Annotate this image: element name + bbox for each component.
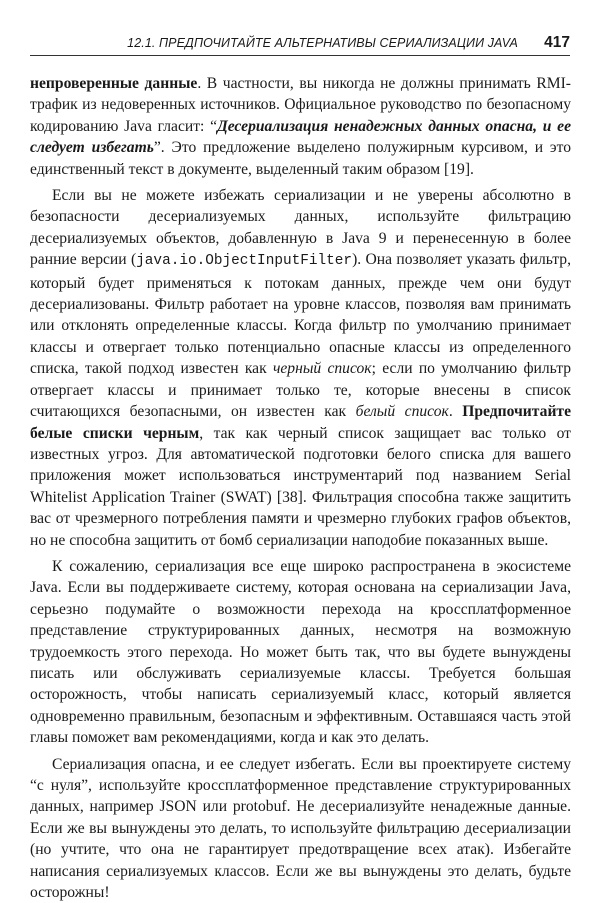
page-number: 417 — [544, 34, 570, 51]
paragraph-3: К сожалению, сериализация все еще широко распространена в экосистеме Java. Если вы поддерживаете систему, которая основана на сериализации Java, серьезно подумайте о возможности перехода на кроссплатформенное представление структурированных данных, несмотря на возможную трудоемкость этого перехода. Но может быть так, что вы будете вынуждены писать или обслуживать сериализуемые классы. Требуется большая осторожность, чтобы написать сериализуемый класс, который является одновременно правильным, безопасным и эффективным. Оставшаяся часть этой главы поможет вам рекомендациями, когда и как это делать. — [30, 557, 571, 747]
text-run: , так как черный список защищает вас только от известных угроз. Для автоматической подготовки белого списка для вашего приложения может использоваться инструментарий под названием Serial Whitelist Application Trainer (SWAT) [38]. Фильтрация способна также защитить вас от чрезмерного потребления памяти и чрезмерно глубоких графов объектов, но не способна защитить от бомб сериализации наподобие показанных выше. — [30, 424, 571, 549]
body-text — [30, 73, 571, 903]
text-run: . — [448, 403, 463, 421]
text-run: ; если по умолчанию фильтр отвергает классы и принимает только те, которые внесены в список считающихся безопасными, он известен как — [30, 360, 572, 421]
code-class-name: java.io.ObjectInputFilter — [136, 253, 353, 270]
paragraph-4-summary: Сериализация опасна, и ее следует избегать. Если вы проектируете систему “с нуля”, используйте кроссплатформенное представление структурированных данных, например JSON или protobuf. Не десериализуйте ненадежные данные. Если же вы вынуждены это делать, то используйте фильтрацию десериализации (но учтите, что она не гарантирует предотвращение всех атак). Избегайте написания сериализуемых классов. Если же вы вынуждены это делать, будьте осторожны! — [30, 755, 571, 902]
header-rule — [30, 55, 570, 56]
text-run: ). Она позволяет указать фильтр, который будет применяться к потокам данных, прежде чем они будут десериализованы. Фильтр работает на уровне классов, позволяя вам принимать или отклонять определенные классы. Когда фильтр по умолчанию принимает классы и отвергает только потенциально опасные классы из определенного списка, такой подход известен как — [30, 251, 571, 378]
italic-term-blacklist: черный список — [272, 360, 372, 378]
paragraph-1 — [30, 73, 571, 180]
page-header — [0, 34, 600, 56]
text-run: Если вы не можете избежать сериализации и не уверены абсолютно в безопасности десериализуемых данных, используйте фильтрацию десериализуемых объектов, добавленную в Java 9 и перенесенную в более ранние версии ( — [30, 187, 571, 269]
text-run: ”. Это предложение выделено полужирным курсивом, и это единственный текст в документе, выделенный таким образом [19]. — [30, 139, 572, 178]
bold-phrase: непроверенные данные — [30, 75, 198, 92]
text-run: . В частности, вы никогда не должны принимать RMI-трафик из недоверенных источников. Официальное руководство по безопасному кодированию Java гласит: “ — [30, 75, 572, 135]
bold-italic-quote: Десериализация ненадежных данных опасна, и ее следует избегать — [30, 117, 572, 157]
running-title: 12.1. ПРЕДПОЧИТАЙТЕ АЛЬТЕРНАТИВЫ СЕРИАЛИЗАЦИИ JAVA — [127, 36, 518, 50]
bold-recommendation: Предпочитайте белые списки черным — [30, 403, 572, 442]
italic-term-whitelist: белый список — [355, 403, 449, 421]
paragraph-2 — [30, 185, 571, 551]
